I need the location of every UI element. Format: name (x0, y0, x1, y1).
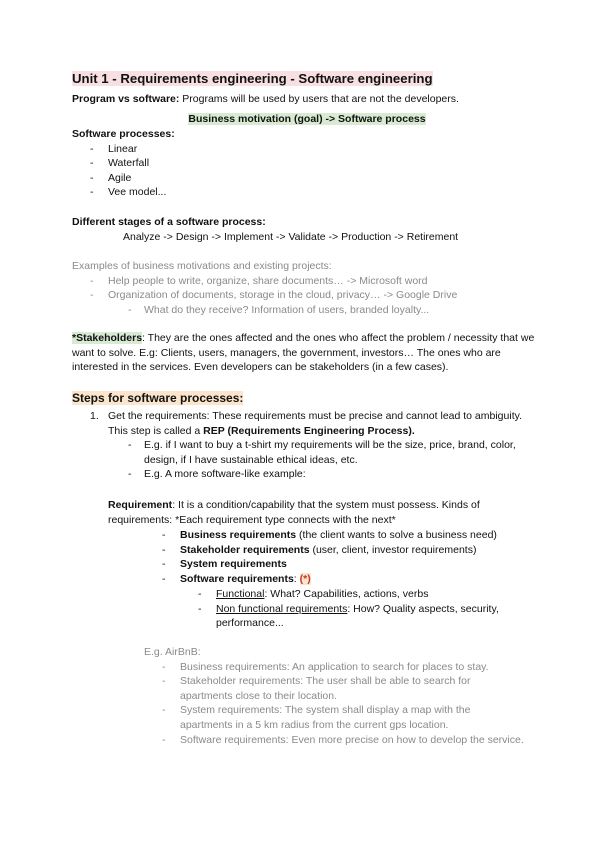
list-item (198, 587, 528, 602)
kind-bold: System requirements (180, 558, 287, 571)
airbnb-item-text: System requirements: The system shall display a map with the apartments in a 5 km radius from the current gps location. (180, 704, 471, 731)
software-processes-list (72, 142, 542, 200)
software-processes-section (72, 127, 542, 200)
business-motivation (72, 112, 542, 127)
list-item (198, 602, 528, 631)
kind-rest: : (293, 572, 300, 585)
kind-rest: (the client wants to solve a business need) (296, 529, 497, 541)
list-item: - Linear (72, 142, 542, 157)
software-req-sublist (198, 587, 528, 631)
list-item (144, 733, 524, 748)
steps-heading (72, 390, 542, 406)
page-title (72, 70, 542, 87)
functional-text: : What? Capabilities, actions, verbs (264, 588, 429, 600)
list-item: - Waterfall (72, 156, 542, 171)
dash-marker: - (162, 572, 166, 585)
list-item: - Help people to write, organize, share documents… -> Microsoft word (72, 274, 542, 289)
requirement-kinds (162, 528, 522, 586)
dash-marker: - (198, 602, 202, 615)
dash-marker: - (162, 543, 166, 556)
non-functional-text: : How? Quality aspects, security, performance... (216, 602, 499, 630)
step-1-example-1 (90, 438, 526, 467)
stakeholders-text: : They are the ones affected and the ones who affect the problem / necessity that we want to solve. E.g: Clients, users, managers, the government, investors… The ones who are interested in the services. Even developers can be stakeholders (in a few cases). (72, 332, 535, 374)
list-item: - Organization of documents, storage in the cloud, privacy… -> Google Drive (72, 288, 542, 303)
examples-section (72, 259, 542, 317)
examples-sub-item (72, 303, 542, 318)
program-vs-software-text: Programs will be used by users that are not the developers. (179, 93, 459, 105)
list-item (162, 543, 522, 558)
list-item (162, 528, 522, 543)
airbnb-item-text: Stakeholder requirements: The user shall be able to search for apartments close to their location. (180, 675, 471, 702)
list-item (144, 703, 524, 732)
program-vs-software (72, 92, 542, 107)
software-processes-heading: Software processes: (72, 128, 175, 140)
dash-marker: - (162, 733, 166, 746)
non-functional-label: Non functional requirements (216, 602, 348, 615)
list-item: - Agile (72, 171, 542, 186)
functional-label: Functional (216, 588, 265, 600)
requirement-text: : It is a condition/capability that the system must possess. Kinds of requirements: *Each requirement type connects with the next* (108, 499, 480, 526)
kind-bold: Software requirements (180, 572, 294, 585)
business-motivation-text: Business motivation (goal) -> Software process (188, 113, 426, 125)
program-vs-software-label: Program vs software: (72, 93, 180, 105)
kind-bold: Business requirements (180, 529, 297, 541)
step-1-example-2-text: E.g. A more software-like example: (144, 468, 306, 481)
step-1-number: 1. (90, 410, 99, 422)
airbnb-example (144, 645, 524, 747)
stages-flow: Analyze -> Design -> Implement -> Validate -> Production -> Retirement (123, 230, 459, 243)
dash-marker: - (162, 558, 166, 571)
examples-intro: Examples of business motivations and existing projects: (72, 260, 332, 272)
stages-section (72, 215, 542, 244)
dash-marker: - (128, 468, 132, 481)
dash-marker: - (128, 439, 132, 452)
title-text: Unit 1 - Requirements engineering - Software engineering (72, 71, 433, 86)
airbnb-intro: E.g. AirBnB: (144, 646, 201, 658)
examples-list (72, 274, 542, 303)
step-1-text-b: REP (Requirements Engineering Process). (203, 424, 415, 437)
dash-marker: - (162, 675, 166, 688)
step-1-example-1-text: E.g. if I want to buy a t-shirt my requirements will be the size, price, brand, color, design, if I have sustainable ethical ideas, etc. (144, 439, 516, 466)
dash-marker: - (162, 529, 166, 541)
kind-bold: Stakeholder requirements (180, 543, 310, 556)
requirement-label: Requirement (108, 499, 173, 511)
step-1-text-a: Get the requirements: These requirements must be precise and cannot lead to ambiguity. This step is called a (108, 410, 523, 437)
step-1-example-2 (90, 467, 526, 482)
dash-marker: - (162, 704, 166, 717)
list-item: - Vee model... (72, 185, 542, 200)
list-item (144, 674, 524, 703)
list-item (144, 660, 524, 675)
requirement-paragraph (108, 498, 518, 527)
steps-heading-text: Steps for software processes: (72, 391, 244, 405)
dash-marker: - (198, 588, 202, 600)
step-1 (90, 409, 526, 482)
list-item (162, 557, 522, 572)
asterisk-mark: (*) (299, 572, 311, 585)
dash-marker: - (162, 660, 166, 673)
stages-heading: Different stages of a software process: (72, 216, 266, 228)
dash-marker: - (128, 303, 132, 316)
kind-rest: (user, client, investor requirements) (309, 543, 477, 556)
stakeholders-label: *Stakeholders (72, 332, 143, 344)
list-item (162, 572, 522, 587)
step-1-text (90, 409, 526, 438)
stakeholders-paragraph (72, 331, 542, 375)
airbnb-item-text: Software requirements: Even more precise on how to develop the service. (180, 733, 524, 746)
airbnb-item-text: Business requirements: An application to search for places to stay. (180, 660, 489, 673)
examples-sub-text: What do they receive? Information of users, branded loyalty... (144, 303, 430, 316)
